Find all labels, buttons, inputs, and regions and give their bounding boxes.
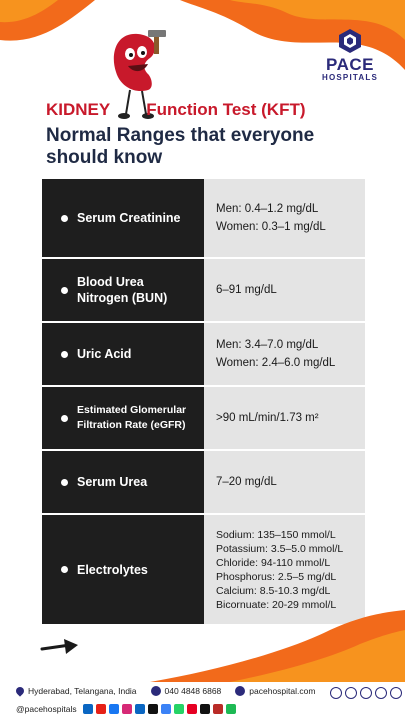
range-value: Chloride: 94-110 mmol/L [216, 556, 331, 569]
globe-icon[interactable] [235, 686, 245, 696]
spotify-icon[interactable] [226, 704, 236, 714]
x-icon[interactable] [148, 704, 158, 714]
bullet-icon [61, 566, 68, 573]
test-name-cell [42, 259, 204, 323]
table-row-bun [42, 259, 365, 323]
page-subtitle: Normal Ranges that everyone should know [46, 125, 315, 168]
test-name: Uric Acid [77, 347, 132, 361]
test-range-cell [204, 323, 365, 387]
bullet-icon [61, 415, 68, 422]
test-name: Blood Urea Nitrogen (BUN) [77, 275, 168, 305]
facebook-icon[interactable] [109, 704, 119, 714]
kft-ranges-table [42, 179, 365, 624]
range-value: Men: 3.4–7.0 mg/dL [216, 339, 319, 351]
title-kidney: KIDNEY [46, 100, 111, 119]
table-row-electrolytes [42, 515, 365, 624]
test-name: Serum Urea [77, 475, 148, 489]
test-range-cell [204, 387, 365, 451]
footer-phone[interactable]: 040 4848 6868 [164, 686, 222, 696]
bullet-icon [61, 351, 68, 358]
test-name: Serum Creatinine [77, 211, 181, 225]
social-icons [83, 704, 236, 714]
linkedin-icon[interactable] [83, 704, 93, 714]
test-name-cell [42, 323, 204, 387]
test-name: Electrolytes [77, 562, 148, 577]
quora-icon[interactable] [213, 704, 223, 714]
table-row-uric-acid [42, 323, 365, 387]
table-row-egfr [42, 387, 365, 451]
range-value: Women: 2.4–6.0 mg/dL [216, 357, 336, 369]
bullet-icon [61, 479, 68, 486]
accreditation-badge-icon [390, 687, 402, 699]
logo-name: PACE [326, 55, 374, 74]
footer-handle[interactable]: @pacehospitals [16, 704, 77, 714]
range-value: Calcium: 8.5-10.3 mg/dL [216, 584, 331, 597]
accreditation-badges [330, 687, 402, 699]
phone-icon[interactable] [151, 686, 161, 696]
accreditation-badge-icon [360, 687, 372, 699]
range-value: 7–20 mg/dL [216, 476, 277, 488]
title-function-test: Function Test (KFT) [146, 100, 306, 119]
footer [0, 682, 405, 720]
test-name-cell [42, 515, 204, 624]
test-range-cell [204, 259, 365, 323]
test-name-cell [42, 179, 204, 259]
range-value: Women: 0.3–1 mg/dL [216, 221, 326, 233]
arrow-right-icon[interactable] [40, 636, 82, 658]
accreditation-badge-icon [330, 687, 342, 699]
test-range-cell [204, 179, 365, 259]
footer-social-line [16, 704, 236, 714]
pinterest-icon[interactable] [187, 704, 197, 714]
footer-website[interactable]: pacehospital.com [249, 686, 316, 696]
range-value: Bicornuate: 20-29 mmol/L [216, 598, 337, 611]
test-name: Estimated Glomerular Filtration Rate (eGFR) [77, 404, 187, 431]
range-value: Phosphorus: 2.5–5 mg/dL [216, 570, 337, 583]
range-value: 6–91 mg/dL [216, 284, 277, 296]
test-range-cell [204, 515, 365, 624]
youtube-icon[interactable] [96, 704, 106, 714]
test-range-cell [204, 451, 365, 515]
location-pin-icon [14, 685, 25, 696]
range-value: Potassium: 3.5–5.0 mmol/L [216, 542, 344, 555]
pace-logo-icon [337, 28, 363, 54]
linkedin-in-icon[interactable] [135, 704, 145, 714]
threads-icon[interactable] [200, 704, 210, 714]
instagram-icon[interactable] [122, 704, 132, 714]
messenger-icon[interactable] [161, 704, 171, 714]
test-name-cell [42, 451, 204, 515]
range-value: Sodium: 135–150 mmol/L [216, 528, 336, 541]
range-value: >90 mL/min/1.73 m² [216, 412, 319, 424]
page-title [46, 100, 376, 120]
footer-contact-line [16, 686, 315, 696]
range-value: Men: 0.4–1.2 mg/dL [216, 203, 319, 215]
bullet-icon [61, 287, 68, 294]
test-name-cell [42, 387, 204, 451]
footer-location: Hyderabad, Telangana, India [28, 686, 137, 696]
bullet-icon [61, 215, 68, 222]
table-row-serum-creatinine [42, 179, 365, 259]
accreditation-badge-icon [345, 687, 357, 699]
table-row-serum-urea [42, 451, 365, 515]
accreditation-badge-icon [375, 687, 387, 699]
pace-hospitals-logo[interactable] [312, 28, 388, 94]
whatsapp-icon[interactable] [174, 704, 184, 714]
logo-subtitle: HOSPITALS [322, 73, 378, 82]
